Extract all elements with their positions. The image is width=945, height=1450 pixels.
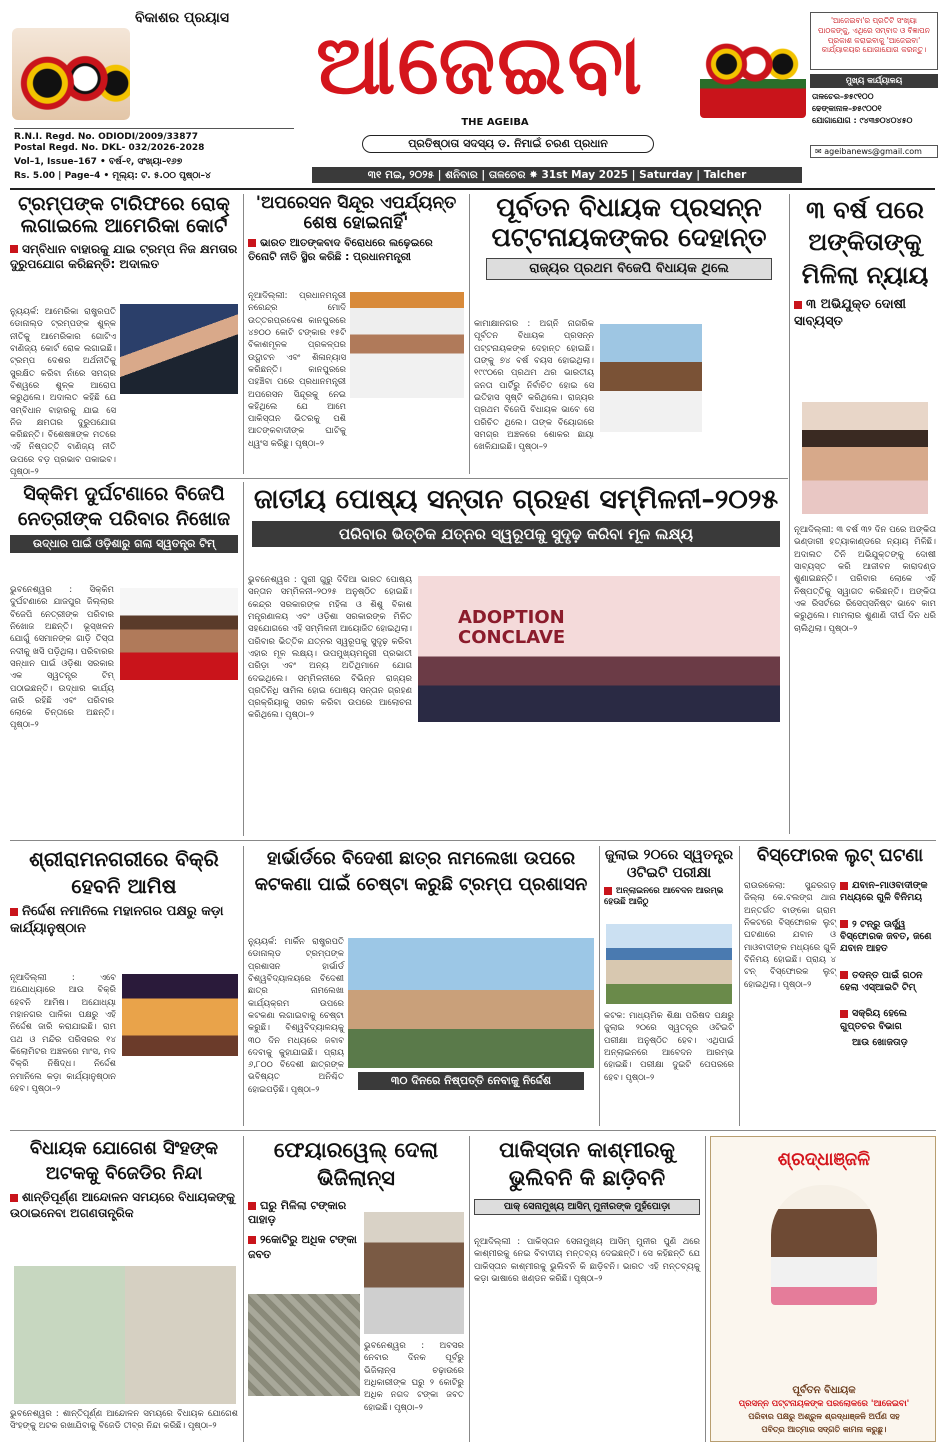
notice-text: 'ଆଜେଇବା'ର ପ୍ରତିଟି ସଂଖ୍ୟା ପାଠକଙ୍କୁ, ଏଥିରେ ସମ୍ବାଦ ଓ ବିଜ୍ଞାପନ ପ୍ରକାଶ କରାଇବାକୁ 'ଆଜେଇବା' କାର୍ଯ୍ୟାଳୟର ଯୋଗାଯୋଗ କରନ୍ତୁ।: [818, 16, 930, 55]
trump-photo: [120, 304, 238, 394]
story-vigilance-farewell: [248, 1136, 464, 1442]
story-body: ରାଉରକେଲା: ସୁନ୍ଦରଗଡ଼ ଜିଲ୍ଲା କେ.ବଲଙ୍ଗ ଥାନା ଅନ୍ତର୍ଗତ ବାଙ୍କୋ ଗ୍ରାମ ନିକଟରେ ବିସ୍ଫୋରକ ଲୁଟ୍ ଘଟଣାରେ ଯବାନ ଓ ମାଓବାଦୀଙ୍କ ମଧ୍ୟରେ ଗୁଳି ବିନିମୟ ହୋଇଛି। ପ୍ରାୟ ୪ ଟନ୍ ବିସ୍ଫୋରକ ଲୁଟ୍ ହୋଇଥିଲା। ପୃଷ୍ଠା–୨: [744, 881, 836, 990]
story-body: କଟକ: ମାଧ୍ୟମିକ ଶିକ୍ଷା ପରିଷଦ ପକ୍ଷରୁ ଜୁଲାଇ ୨୦ରେ ସ୍ୱତନ୍ତ୍ର ଓଟିଇଟି ପରୀକ୍ଷା ଅନୁଷ୍ଠିତ ହେବ। ଏଥିପାଇଁ ଅନ୍‌ଲାଇନରେ ଆବେଦନ ଆରମ୍ଭ ହୋଇଛି। ପରୀକ୍ଷା ଦୁଇଟି ପେପରରେ ହେବ। ପୃଷ୍ଠା–୨: [604, 1011, 734, 1083]
story-headline: 'ଅପରେସନ ସିନ୍ଦୂର ଏପର୍ଯ୍ୟନ୍ତ ଶେଷ ହୋଇନାହିଁ': [255, 193, 457, 233]
story-headline: ସିକ୍କିମ ଦୁର୍ଘଟଣାରେ ବିଜେପି ନେତ୍ରୀଙ୍କ ପରିବାର ନିଖୋଜ: [17, 483, 231, 530]
yogesh-singh-photo: [14, 1266, 236, 1404]
story-subhead: ନିର୍ଦ୍ଦେଶ ନମାନିଲେ ମହାନଗର ପକ୍ଷରୁ କଡ଼ା କାର୍ଯ୍ୟାନୁଷ୍ଠାନ: [10, 904, 238, 938]
story-body: ନ୍ୟୁୟର୍କ: ମାର୍କିନ ରାଷ୍ଟ୍ରପତି ଡୋନାଲ୍ଡ ଟ୍ରମ୍ପଙ୍କ ପ୍ରଶାସନ ହାର୍ଭାର୍ଡ ବିଶ୍ୱବିଦ୍ୟାଳୟରେ ବିଦେଶୀ ଛାତ୍ର ନାମଲେଖା କାର୍ଯ୍ୟକ୍ରମ ଉପରେ କଟକଣା ଲଗାଇବାକୁ ଚେଷ୍ଟା କରୁଛି। ବିଶ୍ୱବିଦ୍ୟାଳୟକୁ ୩୦ ଦିନ ମଧ୍ୟରେ ଜବାବ ଦେବାକୁ କୁହାଯାଇଛି। ପ୍ରାୟ ୬,୮୦୦ ବିଦେଶୀ ଛାତ୍ରଙ୍କ ଭବିଷ୍ୟତ ଅନିଶ୍ଚିତ ହୋଇପଡ଼ିଛି। ପୃଷ୍ଠା–୨: [248, 937, 344, 1095]
story-bar: ପରିବାର ଭିତ୍ତିକ ଯତ୍ନର ସ୍ୱରୂପକୁ ସୁଦୃଢ଼ କରିବା ମୂଳ ଲକ୍ଷ୍ୟ: [252, 521, 780, 547]
story-yogesh-singh: [10, 1136, 238, 1442]
official-photo: [364, 1212, 464, 1334]
masthead: [0, 0, 945, 186]
col-rule: [243, 1136, 244, 1442]
ram-temple-photo: [122, 974, 238, 1056]
story-body: ନୂଆଦିଲ୍ଲୀ : ପାକିସ୍ତାନ ସେନାମୁଖ୍ୟ ଆସିମ୍ ମୁନୀର ପୁଣି ଥରେ କାଶ୍ମୀରକୁ ନେଇ ବିବାଦୀୟ ମନ୍ତବ୍ୟ ଦେଇଛନ୍ତି। ସେ କହିଛନ୍ତି ଯେ ପାକିସ୍ତାନ କାଶ୍ମୀରକୁ ଭୁଲିବନି କି ଛାଡ଼ିବନି। ଭାରତ ଏହି ମନ୍ତବ୍ୟକୁ କଡ଼ା ଭାଷାରେ ଖଣ୍ଡନ କରିଛି। ପୃଷ୍ଠା–୨: [474, 1237, 700, 1284]
col-rule: [243, 846, 244, 1126]
issue-info: Vol–1, Issue–167 • ବର୍ଷ–୧, ସଂଖ୍ୟା–୧୬୭: [14, 157, 183, 167]
tribute-ad: [710, 1136, 936, 1442]
prasanna-photo: [600, 324, 702, 432]
story-headline: ଜାତୀୟ ପୋଷ୍ୟ ସନ୍ତାନ ଗ୍ରହଣ ସମ୍ମିଳନୀ–୨୦୨୫: [253, 484, 779, 515]
harvard-photo: [348, 938, 594, 1068]
story-headline: ଜୁଲାଇ ୨୦ରେ ସ୍ୱତନ୍ତ୍ର ଓଟିଇଟି ପରୀକ୍ଷା: [604, 847, 734, 882]
bjp-leader-photo: [120, 588, 238, 680]
row-rule: [10, 1130, 936, 1131]
adoption-conclave-photo: [418, 576, 780, 722]
story-otet-exam: [604, 846, 734, 1126]
story-bar: ଉଦ୍ଧାର ପାଇଁ ଓଡ଼ିଶାରୁ ଗଲା ସ୍ୱତନ୍ତ୍ର ଟିମ୍: [10, 535, 238, 553]
story-headline: ପାକିସ୍ତାନ କାଶ୍ମୀରକୁ ଭୁଲିବନି କି ଛାଡ଼ିବନି: [499, 1138, 675, 1191]
story-subhead: ୩ ଅଭିଯୁକ୍ତ ଦୋଷୀ ସାବ୍ୟସ୍ତ: [794, 297, 936, 331]
story-subhead: ଅନ୍‌ଲାଇନରେ ଆବେଦନ ଆରମ୍ଭ ହେଉଛି ଆଜିଠୁ: [604, 886, 734, 908]
chariot-image-right: [700, 20, 806, 118]
tribute-label: ପୂର୍ବତନ ବିଧାୟକ: [792, 1385, 856, 1396]
reg-rni: R.N.I. Regd. No. ODIODI/2009/33877: [14, 128, 294, 143]
story-bar: ରାଜ୍ୟର ପ୍ରଥମ ବିଜେପି ବିଧାୟକ ଥିଲେ: [486, 258, 772, 280]
story-adoption-conclave: [248, 484, 784, 836]
story-body: ନୂଆଦିଲ୍ଲୀ: ୩ ବର୍ଷ ୩୨ ଦିନ ପରେ ଅଙ୍କିତା ଭଣ୍ଡାରୀ ହତ୍ୟାକାଣ୍ଡରେ ନ୍ୟାୟ ମିଳିଛି। ଅଦାଲତ ତିନି ଅଭିଯୁକ୍ତଙ୍କୁ ଦୋଷୀ ସାବ୍ୟସ୍ତ କରି ଆଜୀବନ କାରାଦଣ୍ଡ ଶୁଣାଇଛନ୍ତି। ପରିବାର ଲୋକେ ଏହି ନିଷ୍ପତ୍ତିକୁ ସ୍ୱାଗତ କରିଛନ୍ତି। ଅଙ୍କିତା ଏକ ରିସର୍ଟରେ ରିସେପ୍ସନିଷ୍ଟ ଭାବେ କାମ କରୁଥିଲେ। ମାମଲାର ଶୁଣାଣି ଦୀର୍ଘ ଦିନ ଧରି ଚାଲିଥିଲା। ପୃଷ୍ଠା–୨: [794, 525, 936, 634]
date-bar: [312, 167, 802, 183]
tribute-line-3: ପବିତ୍ର ଆତ୍ମାର ସଦ୍‌ଗତି କାମନା କରୁଛୁ।: [761, 1425, 887, 1434]
story-trump-tariff: [10, 193, 238, 478]
story-prasanna-death: [474, 194, 784, 474]
story-body: ନୂଆଦିଲ୍ଲୀ: ପ୍ରଧାନମନ୍ତ୍ରୀ ନରେନ୍ଦ୍ର ମୋଦି ଉତ୍ତରପ୍ରଦେଶ କାନପୁରରେ ୪୭୦୦ କୋଟି ଟଙ୍କାର ୧୫ଟି ବିକାଶମୂଳକ ପ୍ରକଳ୍ପର ଉଦ୍ଘାଟନ ଏବଂ ଶିଳାନ୍ୟାସ କରିଛନ୍ତି। କାନପୁରରେ ପହଞ୍ଚିବା ପରେ ପ୍ରଧାନମନ୍ତ୍ରୀ ଅପରେସନ ସିନ୍ଦୂରକୁ ନେଇ କହିଥିଲେ ଯେ ଆମେ ପାକିସ୍ତାନ ଭିତରକୁ ପଶି ଆତଙ୍କବାଦୀଙ୍କ ଘାଟିକୁ ଧ୍ୱଂସ କରିଛୁ। ପୃଷ୍ଠା–୨: [248, 291, 346, 449]
notice-box: [810, 12, 938, 70]
jagannath-image-left: [12, 28, 130, 120]
masthead-title-en: THE AGEIBA: [461, 117, 529, 128]
price-info: Rs. 5.00 | Page–4 • ମୂଲ୍ୟ: ଟ. ୫.୦୦ ପୃଷ୍ଠା–୪: [14, 171, 211, 181]
explosive-subhead-5: ଆଉ ଖୋଜତାଡ଼: [852, 1037, 908, 1049]
masthead-founder: ପ୍ରତିଷ୍ଠାତା ସଦସ୍ୟ ଡ. ନିମାଇଁ ଚରଣ ପ୍ରଧାନ: [362, 135, 654, 153]
col-rule: [705, 1136, 706, 1442]
story-bar: ପାକ୍ ସେନାମୁଖ୍ୟ ଆସିମ୍ ମୁନୀରଙ୍କ ମୁହଁପୋଡ଼ା: [474, 1199, 700, 1215]
story-pakistan-kashmir: [474, 1136, 700, 1442]
masthead-rule: [10, 188, 935, 190]
explosive-subhead-3: ତଦନ୍ତ ପାଇଁ ଗଠନ ହେଲା ଏସ୍‌ଆଇଟି ଟିମ୍: [840, 970, 936, 995]
col-rule: [243, 482, 244, 836]
tribute-line-1: ପ୍ରସନ୍ନ ପଟ୍ଟନାୟକଙ୍କ ପରଲୋକରେ 'ଆଜେଇବା': [738, 1399, 910, 1409]
story-body: ନୂଆଦିଲ୍ଲୀ : ଏବେ ଅଯୋଧ୍ୟାରେ ଆଉ ବିକ୍ରି ହେବନି ଆମିଷ। ଅଯୋଧ୍ୟା ମହାନଗର ପାଳିକା ପକ୍ଷରୁ ଏହି ନିର୍ଦ୍ଦେଶ ଜାରି କରାଯାଇଛି। ରାମ ପଥ ଓ ମନ୍ଦିର ପରିସରର ୧୪ କିଲୋମିଟର ଅଞ୍ଚଳରେ ମାଂସ, ମଦ ବିକ୍ରି ନିଷିଦ୍ଧ। ନିର୍ଦ୍ଦେଶ ନମାନିଲେ କଡ଼ା କାର୍ଯ୍ୟାନୁଷ୍ଠାନ ହେବ। ପୃଷ୍ଠା–୨: [10, 973, 116, 1094]
explosive-subhead-1: ଯବାନ–ମାଓବାଦୀଙ୍କ ମଧ୍ୟରେ ଗୁଳି ବିନିମୟ: [840, 880, 936, 905]
story-body: ଭୁବନେଶ୍ୱର : ସିକ୍କିମ ଦୁର୍ଘଟଣାରେ ଯାଜପୁର ଜିଲ୍ଲାର ବିଜେପି ନେତ୍ରୀଙ୍କ ପରିବାର ନିଖୋଜ ଅଛନ୍ତି। ଭୂସ୍ଖଳନ ଯୋଗୁଁ ସେମାନଙ୍କ ଗାଡ଼ି ତିସ୍ତା ନଦୀକୁ ଖସି ପଡ଼ିଥିଲା। ପରିବାରର ସନ୍ଧାନ ପାଇଁ ଓଡ଼ିଶା ସରକାର ଏକ ସ୍ୱତନ୍ତ୍ର ଟିମ୍ ପଠାଇଛନ୍ତି। ଉଦ୍ଧାର କାର୍ଯ୍ୟ ଜାରି ରହିଛି ଏବଂ ପରିବାର ଲୋକେ ଚିନ୍ତାରେ ଅଛନ୍ତି। ପୃଷ୍ଠା–୨: [10, 585, 114, 731]
contact-3: ଯୋଗାଯୋଗ : ୯୪୩୭୦୪୦୪୫୦: [812, 116, 913, 125]
col-rule: [789, 194, 790, 834]
story-body: ଭୁବନେଶ୍ୱର : ପୁରୀ ଗୁରୁ ଦିଦିଆ ଭାରତ ପୋଷ୍ୟ ସନ୍ତାନ ସମ୍ମିଳନୀ–୨୦୨୫ ଅନୁଷ୍ଠିତ ହୋଇଛି। କେନ୍ଦ୍ର ସରକାରଙ୍କ ମହିଳା ଓ ଶିଶୁ ବିକାଶ ମନ୍ତ୍ରଣାଳୟ ଏବଂ ଓଡ଼ିଶା ସରକାରଙ୍କ ମିଳିତ ସହଯୋଗରେ ଏହି ସମ୍ମିଳନୀ ଆୟୋଜିତ ହୋଇଥିଲା। ପରିବାର ଭିତ୍ତିକ ଯତ୍ନର ସ୍ୱରୂପକୁ ସୁଦୃଢ଼ କରିବା ଏହାର ମୂଳ ଲକ୍ଷ୍ୟ। ଉପମୁଖ୍ୟମନ୍ତ୍ରୀ ପ୍ରଭାତୀ ପରିଡ଼ା ଏବଂ ଅନ୍ୟ ଅତିଥିମାନେ ଯୋଗ ଦେଇଥିଲେ। ସମ୍ମିଳନୀରେ ବିଭିନ୍ନ ରାଜ୍ୟର ପ୍ରତିନିଧି ସାମିଲ ହୋଇ ପୋଷ୍ୟ ସନ୍ତାନ ଗ୍ରହଣ ପ୍ରକ୍ରିୟାକୁ ସରଳ କରିବା ଉପରେ ଆଲୋଚନା କରିଥିଲେ। ପୃଷ୍ଠା–୨: [248, 575, 412, 721]
story-headline: ପୂର୍ବତନ ବିଧାୟକ ପ୍ରସନ୍ନ ପଟ୍ଟନାୟକଙ୍କର ଦେହାନ୍ତ: [491, 193, 767, 253]
story-operation-sindoor: [248, 194, 464, 474]
story-subhead: ଶାନ୍ତିପୂର୍ଣ୍ଣ ଆନ୍ଦୋଳନ ସମୟରେ ବିଧାୟକଙ୍କୁ ଉଠାଇନେବା ଅଗଣତାନ୍ତ୍ରିକ: [10, 1190, 238, 1221]
row-rule: [10, 478, 788, 479]
story-subhead-2: ୨କୋଟିରୁ ଅଧିକ ଟଙ୍କା ଜବତ: [248, 1233, 357, 1261]
col-rule: [739, 846, 740, 1126]
story-body: ଭୁବନେଶ୍ୱର : ଅବସର ନେବାର ଦିନକ ପୂର୍ବରୁ ଭିଜିଲାନ୍ସ ଚଢ଼ାଉରେ ଅଧିକାରୀଙ୍କ ଘରୁ ୨ କୋଟିରୁ ଅଧିକ ନଗଦ ଟଙ୍କା ଜବତ ହୋଇଛି। ପୃଷ୍ଠା–୨: [364, 1341, 464, 1413]
email-icon: ✉: [815, 147, 825, 156]
story-subhead: ଭାରତ ଆତଙ୍କବାଦ ବିରୋଧରେ ଲଢ଼େଇରେ ତିନୋଟି ନୀତି ସ୍ଥିର କରିଛି : ପ୍ରଧାନମନ୍ତ୍ରୀ: [248, 237, 464, 264]
story-headline: ବିସ୍ଫୋରକ ଲୁଟ୍ ଘଟଣା: [756, 845, 924, 866]
masthead-title: ଆଜେଇବା: [316, 17, 644, 113]
story-headline: ହାର୍ଭାର୍ଡରେ ବିଦେଶୀ ଛାତ୍ର ନାମଲେଖା ଉପରେ କଟକଣା ପାଇଁ ଚେଷ୍ଟା କରୁଛି ଟ୍ରମ୍ପ ପ୍ରଶାସନ: [254, 848, 588, 896]
office-label: ମୁଖ୍ୟ କାର୍ଯ୍ୟାଳୟ: [810, 74, 938, 88]
bse-office-photo: [606, 924, 732, 1004]
story-headline: ଟ୍ରମ୍ପଙ୍କ ଟାରିଫରେ ରୋକ୍ ଲଗାଇଲେ ଆମେରିକା କୋର୍ଟ: [18, 193, 230, 237]
col-rule: [243, 194, 244, 474]
date-line: ୩୧ ମଇ, ୨୦୨୫ | ଶନିବାର | ତାଳଚେର ✸ 31st May 2025 | Saturday | Talcher: [367, 169, 747, 181]
story-headline: ଫେୟାରୱେଲ୍ ଦେଲା ଭିଜିଲାନ୍ସ: [273, 1138, 439, 1191]
contact-1: ତାଳଚେର–୭୫୯୧୦୦: [812, 92, 874, 101]
cash-photo: [248, 1294, 360, 1396]
col-rule: [469, 194, 470, 474]
col-rule: [469, 1136, 470, 1442]
conclave-banner-text: ADOPTION CONCLAVE: [458, 607, 566, 648]
explosive-subheads: [840, 880, 936, 1048]
explosive-subhead-2: ୨ ଟନ୍‌ରୁ ଊର୍ଦ୍ଧ୍ୱ ବିସ୍ଫୋରକ ଜବତ, ଜଣେ ଯବାନ ଆହତ: [840, 919, 936, 956]
reg-postal: Postal Regd. No. DKL- 032/2026-2028: [14, 143, 205, 153]
story-harvard: [248, 846, 594, 1126]
story-headline: ବିଧାୟକ ଯୋଗେଶ ସିଂହଙ୍କ ଅଟକକୁ ବିଜେଡିର ନିନ୍ଦା: [29, 1138, 219, 1185]
row-rule: [10, 840, 936, 841]
story-body: ଭୁବନେଶ୍ୱର : ଶାନ୍ତିପୂର୍ଣ୍ଣ ଆନ୍ଦୋଳନ ସମୟରେ ବିଧାୟକ ଯୋଗେଶ ସିଂହଙ୍କୁ ଅଟକ ରଖାଯିବାକୁ ବିଜେଡି ତୀବ୍ର ନିନ୍ଦା କରିଛି। ପୃଷ୍ଠା–୨: [10, 1409, 238, 1432]
modi-photo: [350, 292, 464, 398]
story-body: କାମାକ୍ଷାନଗର : ଅଗ୍ନି ନାଗରିକ ପୂର୍ବତନ ବିଧାୟକ ପ୍ରସନ୍ନ ପଟ୍ଟନାୟକଙ୍କ ଦେହାନ୍ତ ହୋଇଛି। ତାଙ୍କୁ ୭୪ ବର୍ଷ ବୟସ ହୋଇଥିଲା। ୧୯୯୦ରେ ପ୍ରଥମ ଥର ଭାରତୀୟ ଜନତା ପାର୍ଟିରୁ ନିର୍ବାଚିତ ହୋଇ ସେ ଇତିହାସ ସୃଷ୍ଟି କରିଥିଲେ। ରାଜ୍ୟର ପ୍ରଥମ ବିଜେପି ବିଧାୟକ ଭାବେ ସେ ପରିଚିତ ଥିଲେ। ତାଙ୍କ ବିୟୋଗରେ ସମଗ୍ର ଅଞ୍ଚଳରେ ଶୋକର ଛାୟା ଖେଳିଯାଇଛି। ପୃଷ୍ଠା–୨: [474, 319, 594, 453]
ankita-photo: [802, 402, 928, 514]
contact-2: ଢେଙ୍କାନାଳ–୭୫୯୦୦୧: [812, 104, 882, 113]
tribute-line-2: ପରିବାର ପକ୍ଷରୁ ଅଶ୍ରୁଳ ଶ୍ରଦ୍ଧାଞ୍ଜଳି ଅର୍ପଣ ସହ: [748, 1412, 900, 1421]
story-explosive-loot: [744, 846, 936, 1126]
col-rule: [599, 846, 600, 1126]
story-body: ନ୍ୟୁୟର୍କ: ଆମେରିକା ରାଷ୍ଟ୍ରପତି ଡୋନାଲ୍ଡ ଟ୍ରମ୍ପଙ୍କ ଶୁଳ୍କ ନୀତିକୁ ଆମେରିକାର ଗୋଟିଏ ବାଣିଜ୍ୟ କୋର୍ଟ ରୋକ ଲଗାଇଛି। ଟ୍ରମ୍ପ ଦେଶର ଅର୍ଥନୀତିକୁ ସୁରକ୍ଷିତ କରିବା ନାଁରେ ସମଗ୍ର ବିଶ୍ୱରେ ଶୁଳ୍କ ଆରୋପ କରୁଥିଲେ। ଅଦାଲତ କହିଛି ଯେ ସମ୍ବିଧାନ ବାହାରକୁ ଯାଇ ସେ ନିଜ କ୍ଷମତାର ଦୁରୁପଯୋଗ କରିଛନ୍ତି। ବିଶେଷଜ୍ଞଙ୍କ ମତରେ ଏହି ନିଷ୍ପତ୍ତି ବାଣିଜ୍ୟ ନୀତି ଉପରେ ବଡ଼ ପ୍ରଭାବ ପକାଇବ। ପୃଷ୍ଠା–୨: [10, 307, 116, 478]
masthead-tagline: ବିକାଶର ପ୍ରୟାସ: [135, 10, 315, 26]
tribute-photo: [771, 1185, 877, 1305]
story-ankita-justice: [794, 194, 936, 834]
story-ayodhya-nonveg: [10, 846, 238, 1126]
story-headline: ୩ ବର୍ଷ ପରେ ଅଙ୍କିତାଙ୍କୁ ମିଳିଲା ନ୍ୟାୟ: [801, 196, 929, 289]
tribute-title: ଶ୍ରଦ୍ଧାଞ୍ଜଳି: [777, 1149, 871, 1170]
story-headline: ଶ୍ରୀରାମନଗରୀରେ ବିକ୍ରି ହେବନି ଆମିଷ: [29, 847, 219, 898]
story-bar: ୩୦ ଦିନରେ ନିଷ୍ପତ୍ତି ନେବାକୁ ନିର୍ଦ୍ଦେଶ: [358, 1072, 584, 1090]
email-text: ageibanews@gmail.com: [824, 147, 922, 156]
story-sikkim-accident: [10, 482, 238, 836]
email-box: [810, 145, 938, 158]
explosive-subhead-4: ସକ୍ରିୟ ହେଲେ ଗୁପ୍ତଚର ବିଭାଗ: [840, 1008, 936, 1033]
story-subhead-1: ଘରୁ ମିଳିଲା ଟଙ୍କାର ପାହାଡ଼: [248, 1199, 358, 1228]
story-subhead: ସମ୍ବିଧାନ ବାହାରକୁ ଯାଇ ଟ୍ରମ୍ପ ନିଜ କ୍ଷମତାର ଦୁରୁପଯୋଗ କରିଛନ୍ତି: ଅଦାଲତ: [10, 241, 238, 272]
